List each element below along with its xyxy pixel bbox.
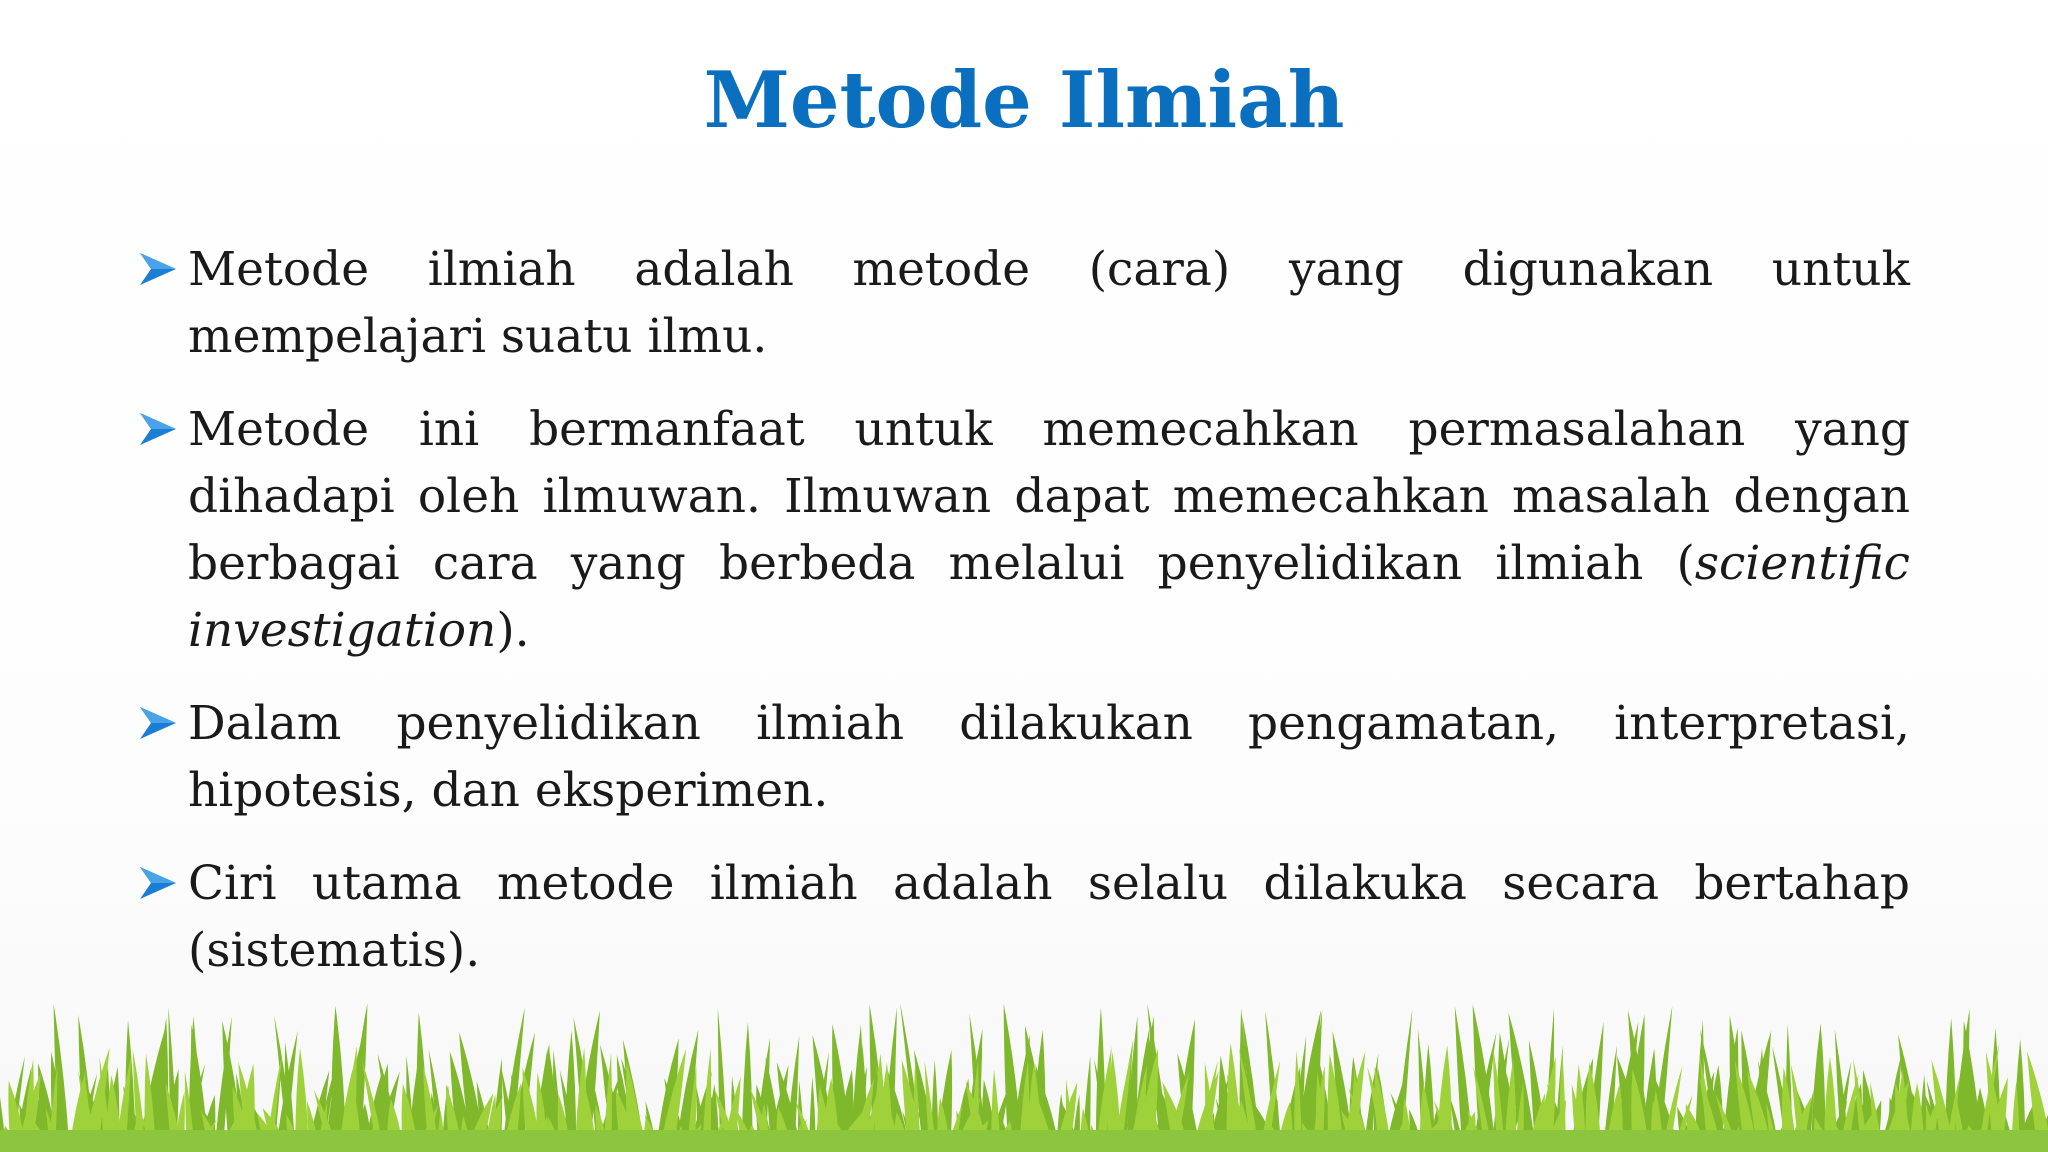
bullet-text-italic: scientific investigation [188,536,1910,658]
bullet-item [138,850,1910,984]
bullet-text: Metode ilmiah adalah metode (cara) yang digunakan untuk mempelajari suatu ilmu. [188,242,1910,364]
grass-ground [0,1130,2048,1152]
bullet-text: Dalam penyelidikan ilmiah dilakukan pengamatan, interpretasi, hipotesis, dan eksperimen. [188,696,1910,818]
bullet-item [138,236,1910,370]
grass-border [0,992,2048,1152]
arrowhead-bullet-icon [138,410,178,448]
bullet-item [138,690,1910,824]
arrowhead-bullet-icon [138,864,178,902]
bullet-list [138,236,1910,1010]
arrowhead-bullet-icon [138,704,178,742]
bullet-text: Ciri utama metode ilmiah adalah selalu dilakuka secara bertahap (sistematis). [188,856,1910,978]
bullet-item [138,396,1910,664]
arrowhead-bullet-icon [138,250,178,288]
slide-title: Metode Ilmiah [703,55,1345,146]
bullet-text-end: ). [496,603,530,658]
bullet-text: Metode ini bermanfaat untuk memecahkan permasalahan yang dihadapi oleh ilmuwan. Ilmuwan dapat memecahkan masalah dengan berbagai cara yang berbeda melalui penyelidikan ilmiah ( [188,402,1910,591]
